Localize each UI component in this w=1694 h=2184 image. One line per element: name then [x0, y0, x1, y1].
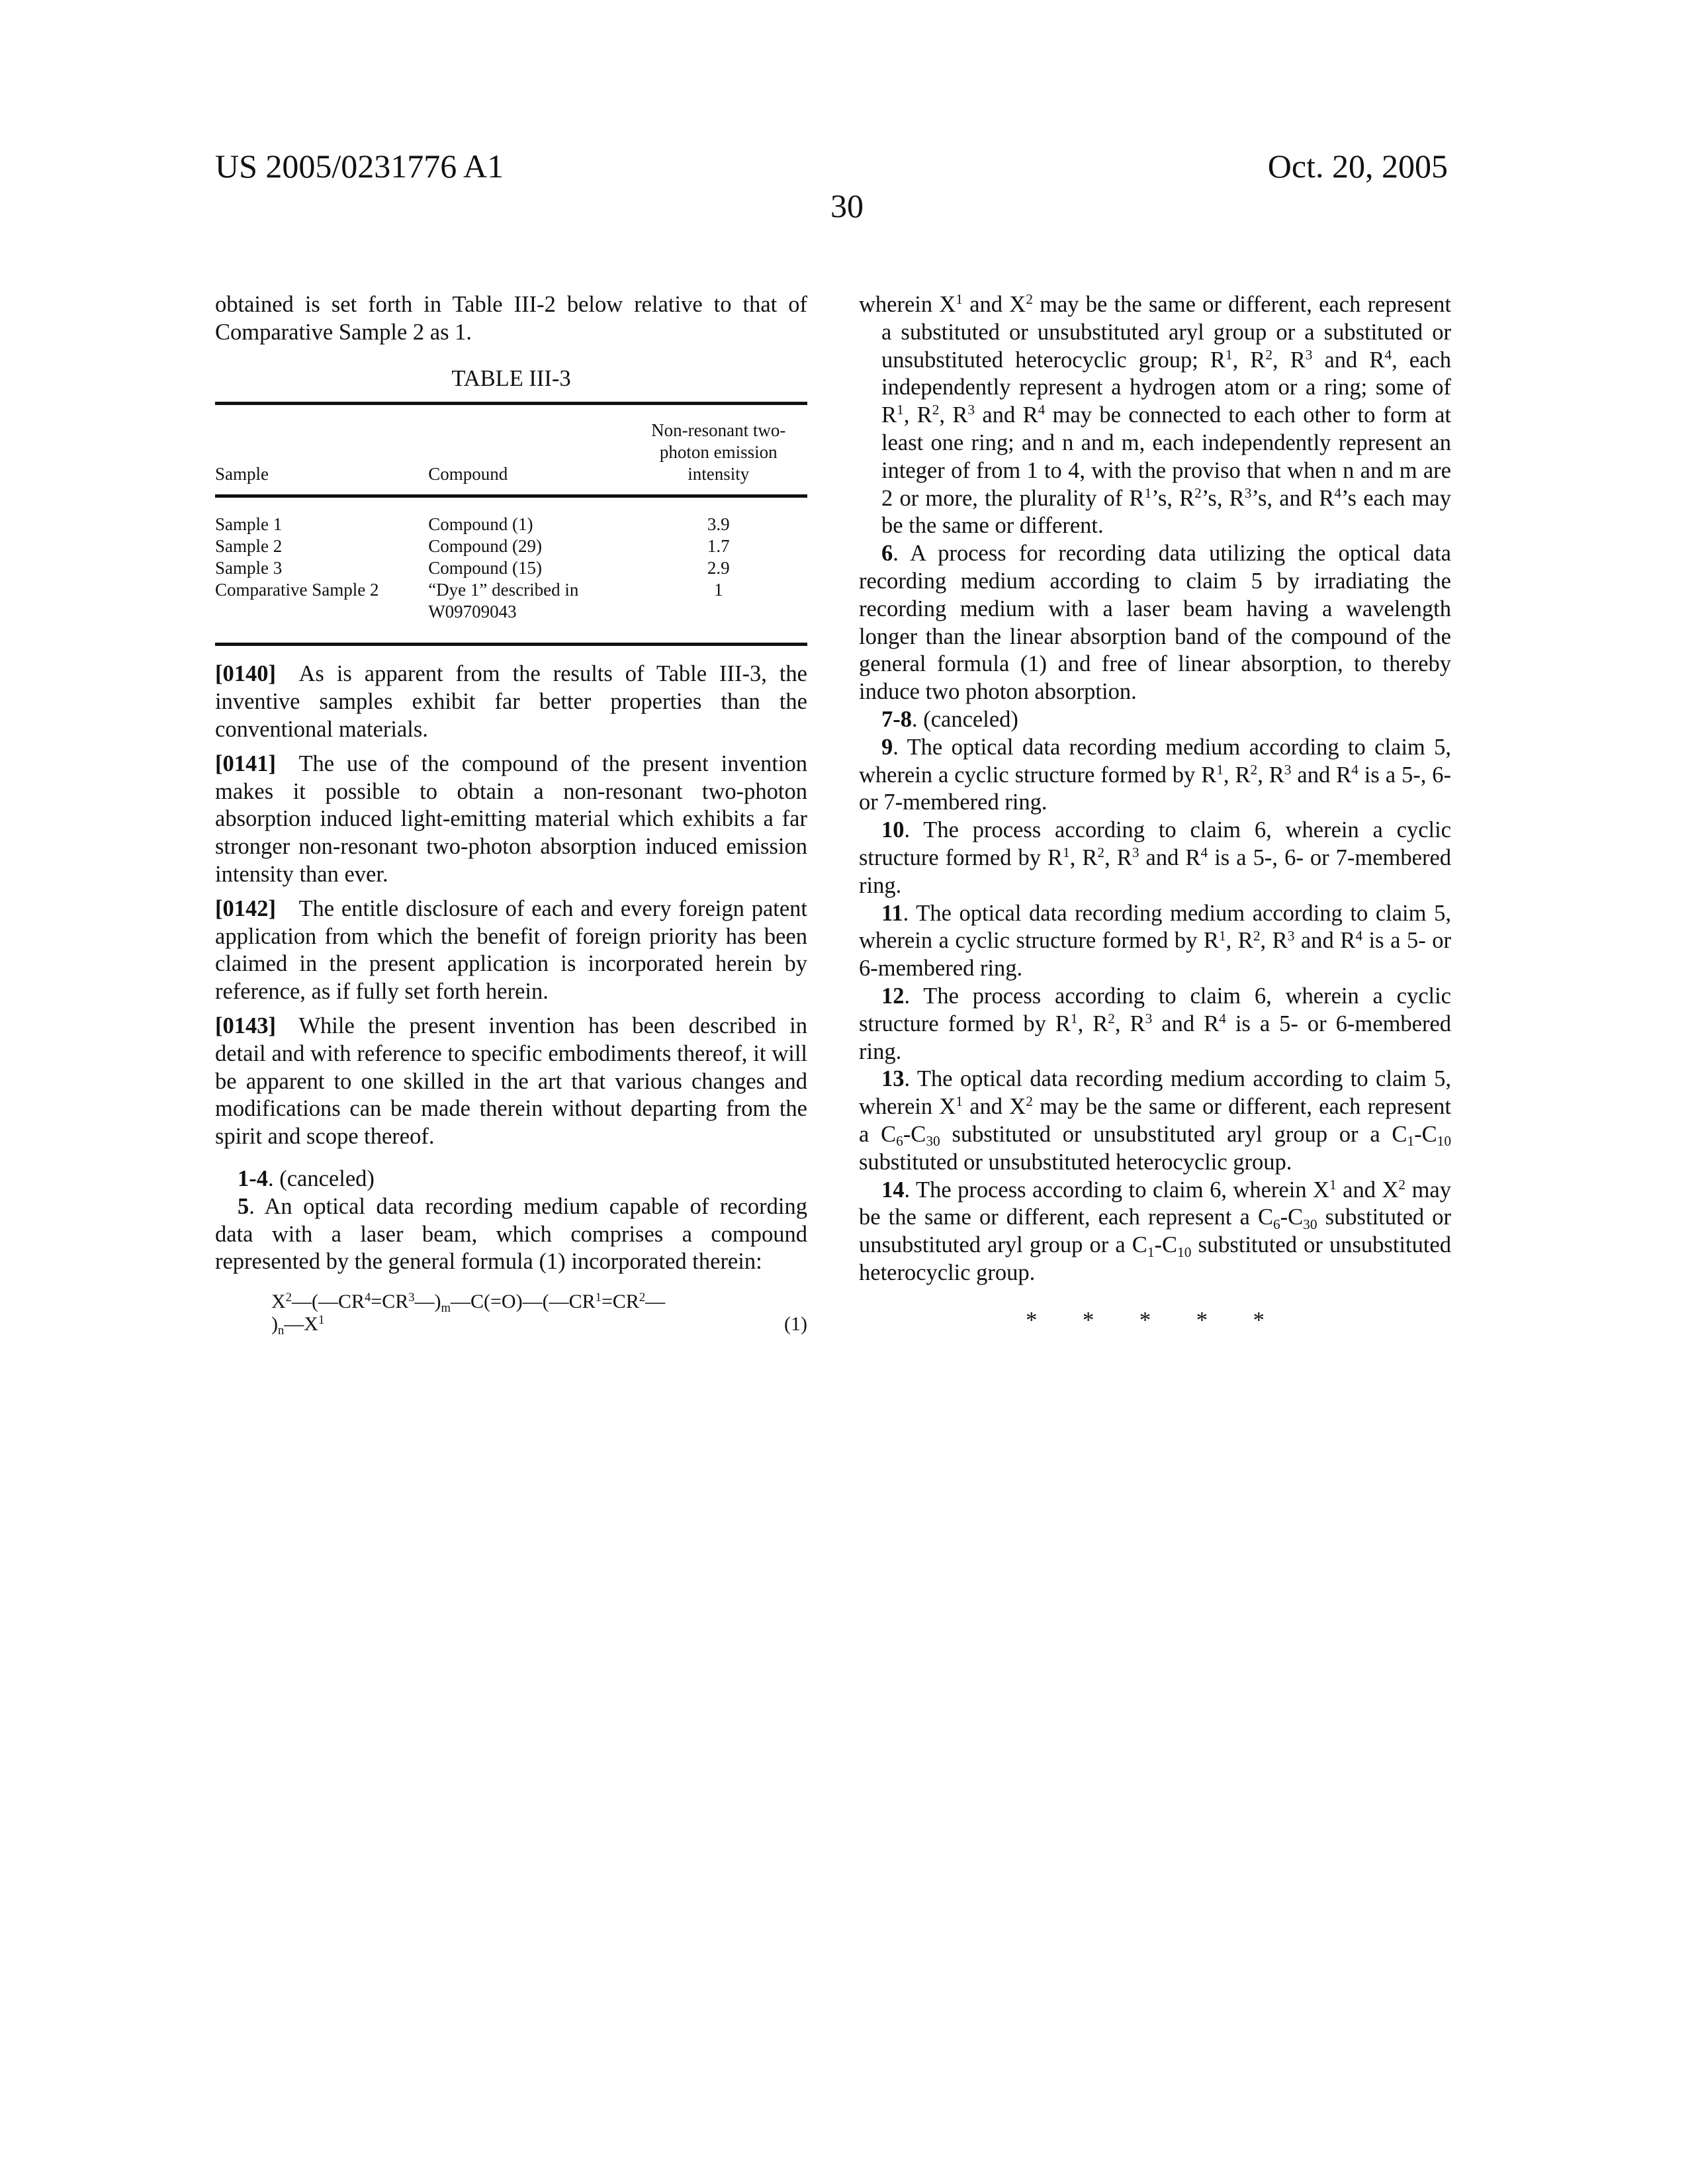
supscript: 1	[1216, 762, 1224, 778]
subscript: 6	[896, 1133, 903, 1149]
text-run: -C	[903, 1122, 926, 1147]
text-run: , R	[1115, 1011, 1145, 1036]
text-run: substituted or unsubstituted heterocyclic group.	[859, 1232, 1451, 1285]
text-run: , each independently represent a hydrogen atom or a ring; some of R	[881, 347, 1451, 428]
supscript: 4	[1355, 928, 1362, 944]
supscript: 2	[1251, 762, 1258, 778]
supscript: 2	[1026, 1093, 1033, 1109]
results-table	[215, 402, 807, 646]
supscript: 3	[1245, 485, 1252, 501]
supscript: 1	[1063, 844, 1070, 860]
formula-number: (1)	[784, 1313, 807, 1336]
text-run: is a 5-, 6- or 7-membered ring.	[859, 845, 1451, 898]
text-run: . The optical data recording medium according to claim 5, wherein X	[859, 1066, 1451, 1119]
supscript: 2	[1398, 1177, 1405, 1193]
text-run: is a 5-, 6- or 7-membered ring.	[859, 762, 1451, 815]
text-run: . The process according to claim 6, wherein a cyclic structure formed by R	[859, 817, 1451, 870]
publication-date: Oct. 20, 2005	[1268, 147, 1448, 185]
supscript: 1	[956, 291, 963, 307]
supscript: 4	[1334, 485, 1341, 501]
cell-compound: Compound (1)	[428, 498, 629, 535]
subscript: n	[278, 1324, 284, 1338]
intro-text	[215, 291, 807, 347]
text-run: and X	[963, 292, 1026, 317]
claim	[859, 900, 1451, 983]
subscript: 30	[926, 1133, 940, 1149]
table-row	[215, 579, 807, 645]
table-header-row	[215, 405, 807, 496]
publication-number: US 2005/0231776 A1	[215, 147, 504, 185]
text-run: The entitle disclosure of each and every foreign patent application from which the benefit of foreign priority has been claimed in the present application is incorporated herein by reference, as if fully set forth herein.	[215, 896, 807, 1004]
cell-compound: “Dye 1” described in W09709043	[428, 579, 629, 645]
cell-sample: Sample 2	[215, 535, 428, 557]
number-label: 12	[881, 983, 905, 1009]
text-run: =CR	[371, 1291, 408, 1312]
text-run: . The optical data recording medium according to claim 5, wherein a cyclic structure formed by R	[859, 901, 1451, 954]
text-run: —X	[284, 1313, 318, 1335]
supscript: 3	[967, 402, 975, 418]
text-run: , R	[904, 402, 932, 428]
text-run: is a 5- or 6-membered ring.	[859, 928, 1451, 981]
text-run: ’s, and R	[1251, 486, 1334, 511]
column-header-sample: Sample	[215, 405, 428, 496]
claim	[859, 983, 1451, 1066]
number-label: [0143]	[215, 1013, 276, 1038]
supscript: 3	[1284, 762, 1292, 778]
supscript: 1	[897, 402, 904, 418]
cell-compound: Compound (29)	[428, 535, 629, 557]
subscript: 10	[1177, 1244, 1191, 1260]
number-label: 13	[881, 1066, 905, 1091]
table-title: TABLE III-3	[215, 365, 807, 393]
text-run: . An optical data recording medium capable of recording data with a laser beam, which comprises a compound represented by the general formula (1) incorporated therein:	[215, 1194, 807, 1275]
supscript: 1	[318, 1313, 324, 1327]
left-column	[215, 291, 807, 1336]
supscript: 2	[932, 402, 940, 418]
text-run: As is apparent from the results of Table III-3, the inventive samples exhibit far better properties than the conventional materials.	[215, 661, 807, 742]
supscript: 2	[1253, 928, 1261, 944]
text-run: )	[271, 1313, 278, 1335]
supscript: 3	[1288, 928, 1295, 944]
text-run: , R	[1104, 845, 1132, 870]
text-run: . The process according to claim 6, wherein X	[905, 1177, 1329, 1203]
text-run: ’s, R	[1202, 486, 1245, 511]
text-run: and R	[1139, 845, 1201, 870]
number-label: [0140]	[215, 661, 276, 686]
number-label: 7-8	[881, 707, 912, 732]
text-run: and R	[1294, 928, 1355, 953]
text-run: . (canceled)	[912, 707, 1018, 732]
subscript: 30	[1303, 1216, 1317, 1232]
table-row	[215, 557, 807, 579]
formula-line-1	[271, 1291, 807, 1313]
number-label: [0141]	[215, 751, 276, 776]
text-run: , R	[1078, 1011, 1108, 1036]
text-run: While the present invention has been described in detail and with reference to specific embodiments thereof, it will be apparent to one skilled in the art that various changes and modifications can be made therein without departing from the spirit and scope thereof.	[215, 1013, 807, 1149]
claim	[859, 817, 1451, 899]
claim	[215, 1165, 807, 1193]
paragraph	[215, 1013, 807, 1151]
text-run: and R	[975, 402, 1038, 428]
cell-compound: Compound (15)	[428, 557, 629, 579]
supscript: 2	[1194, 485, 1202, 501]
claim	[859, 706, 1451, 734]
column-header-compound: Compound	[428, 405, 629, 496]
subscript: 1	[1147, 1244, 1155, 1260]
subscript: 10	[1437, 1133, 1451, 1149]
text-run: and R	[1291, 762, 1351, 788]
supscript: 4	[1219, 1011, 1226, 1026]
supscript: 1	[956, 1093, 963, 1109]
claim	[215, 1193, 807, 1276]
supscript: 2	[1026, 291, 1033, 307]
number-label: 11	[881, 901, 903, 926]
text-run: , R	[1233, 347, 1266, 373]
text-run: and R	[1152, 1011, 1219, 1036]
supscript: 4	[365, 1291, 371, 1304]
text-run: , R	[1070, 845, 1098, 870]
text-run: substituted or unsubstituted aryl group or a C	[940, 1122, 1407, 1147]
table-row	[215, 535, 807, 557]
text-run: and X	[1337, 1177, 1399, 1203]
text-run: and R	[1312, 347, 1384, 373]
end-of-document-mark: * * * * *	[859, 1307, 1451, 1335]
number-label: 10	[881, 817, 905, 842]
supscript: 3	[1306, 347, 1313, 363]
supscript: 3	[1145, 1011, 1153, 1026]
page-number: 30	[0, 187, 1694, 225]
supscript: 2	[1097, 844, 1104, 860]
text-run: substituted or unsubstituted aryl group or a C	[859, 1205, 1451, 1257]
text-run: -C	[1280, 1205, 1304, 1230]
right-column	[859, 291, 1451, 1334]
supscript: 2	[286, 1291, 292, 1304]
supscript: 1	[1145, 485, 1152, 501]
text-run: ’s, R	[1151, 486, 1194, 511]
cell-sample: Sample 1	[215, 498, 428, 535]
number-label: 1-4	[238, 1166, 268, 1191]
supscript: 3	[1132, 844, 1139, 860]
text-run: substituted or unsubstituted heterocyclic group.	[859, 1150, 1292, 1175]
text-run: —C(=O)—(—CR	[451, 1291, 596, 1312]
cell-sample: Comparative Sample 2	[215, 579, 428, 645]
number-label: 5	[238, 1194, 249, 1219]
subscript: 6	[1273, 1216, 1280, 1232]
text-run: , R	[939, 402, 967, 428]
cell-sample: Sample 3	[215, 557, 428, 579]
cell-intensity: 2.9	[629, 557, 807, 579]
supscript: 2	[639, 1291, 645, 1304]
supscript: 2	[1108, 1011, 1115, 1026]
supscript: 1	[1071, 1011, 1078, 1026]
supscript: 4	[1351, 762, 1359, 778]
paragraph	[215, 751, 807, 889]
supscript: 3	[408, 1291, 414, 1304]
general-formula-1	[215, 1291, 807, 1336]
cell-intensity: 3.9	[629, 498, 807, 535]
column-header-intensity: Non-resonant two-photon emission intensity	[629, 405, 807, 496]
text-run: —)	[415, 1291, 441, 1312]
supscript: 4	[1038, 402, 1046, 418]
cell-intensity: 1	[629, 579, 807, 645]
claim-5-continuation	[859, 291, 1451, 540]
claim	[859, 1177, 1451, 1287]
supscript: 4	[1384, 347, 1392, 363]
claim	[859, 540, 1451, 706]
text-run: may be the same or different, each represent a substituted or unsubstituted aryl group or a substituted or unsubstituted heterocyclic group; R	[881, 292, 1451, 373]
supscript: 1	[1219, 928, 1226, 944]
text-run: , R	[1224, 762, 1251, 788]
formula-line-2	[271, 1313, 807, 1336]
text-run: =CR	[602, 1291, 639, 1312]
cell-intensity: 1.7	[629, 535, 807, 557]
text-run: obtained is set forth in Table III-2 below relative to that of Comparative Sample 2 as 1.	[215, 292, 807, 345]
text-run: , R	[1226, 928, 1253, 953]
text-run: wherein X	[859, 292, 956, 317]
text-run: may be the same or different, each represent a C	[859, 1094, 1451, 1147]
paragraph	[215, 660, 807, 743]
supscript: 1	[1226, 347, 1233, 363]
text-run: , R	[1257, 762, 1284, 788]
text-run: The use of the compound of the present invention makes it possible to obtain a non-resonant two-photon absorption induced light-emitting material which exhibits a far stronger non-resonant two-photon absorption induced emission intensity than ever.	[215, 751, 807, 887]
text-run: and X	[963, 1094, 1026, 1119]
text-run: . The process according to claim 6, wherein a cyclic structure formed by R	[859, 983, 1451, 1036]
text-run: X	[271, 1291, 286, 1312]
text-run: . A process for recording data utilizing the optical data recording medium according to claim 5 by irradiating the recording medium with a laser beam having a wavelength longer than the linear absorption band of the compound of the general formula (1) and free of linear absorption, to thereby induce two photon absorption.	[859, 541, 1451, 704]
text-run: —(—CR	[292, 1291, 365, 1312]
claim	[859, 1066, 1451, 1176]
number-label: 9	[881, 735, 893, 760]
number-label: [0142]	[215, 896, 276, 921]
text-run: , R	[1272, 347, 1306, 373]
supscript: 1	[596, 1291, 602, 1304]
claim	[859, 734, 1451, 817]
number-label: 6	[881, 541, 893, 566]
text-run: -C	[1414, 1122, 1437, 1147]
subscript: 1	[1407, 1133, 1414, 1149]
text-run: may be connected to each other to form at least one ring; and n and m, each independently represent an integer of from 1 to 4, with the proviso that when n and m are 2 or more, the plurality of R	[881, 402, 1451, 510]
text-run: . The optical data recording medium according to claim 5, wherein a cyclic structure formed by R	[859, 735, 1451, 788]
paragraph	[215, 895, 807, 1006]
text-run: —	[645, 1291, 665, 1312]
text-run: is a 5- or 6-membered ring.	[859, 1011, 1451, 1064]
text-run: . (canceled)	[268, 1166, 375, 1191]
text-run: -C	[1155, 1232, 1178, 1257]
number-label: 14	[881, 1177, 905, 1203]
supscript: 4	[1200, 844, 1208, 860]
subscript: m	[441, 1301, 451, 1315]
table-row	[215, 498, 807, 535]
supscript: 2	[1265, 347, 1272, 363]
text-run: ’s each may be the same or different.	[881, 486, 1451, 539]
supscript: 1	[1329, 1177, 1337, 1193]
text-run: , R	[1261, 928, 1288, 953]
text-run: may be the same or different, each represent a C	[859, 1177, 1451, 1230]
